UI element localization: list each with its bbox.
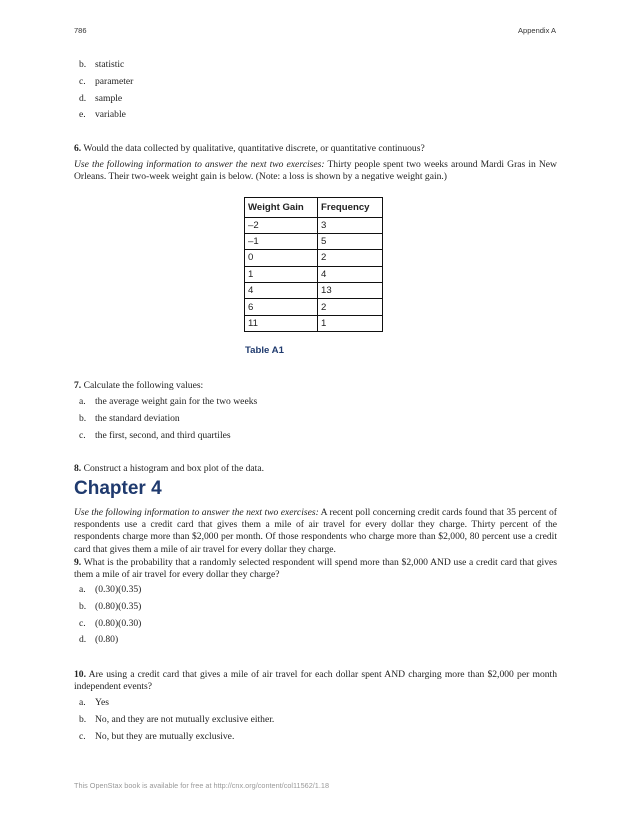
question-9-options [79, 582, 141, 649]
table-caption: Table A1 [245, 345, 284, 356]
table-row: 0 2 [245, 250, 383, 266]
column-header: Frequency [318, 198, 383, 218]
column-header: Weight Gain [245, 198, 318, 218]
list-item: c. No, but they are mutually exclusive. [79, 730, 235, 742]
table-row: 4 13 [245, 283, 383, 299]
list-item: b. statistic [79, 59, 125, 70]
list-item: b. the standard deviation [79, 412, 180, 424]
list-item: e. variable [79, 109, 126, 121]
table-row: 6 2 [245, 299, 383, 315]
question-9: 9. What is the probability that a randomly selected respondent will spend more than $2,000 AND use a credit card that gives them a mile of air travel for every dollar they charge? [74, 557, 557, 581]
table-row: –1 5 [245, 233, 383, 249]
exercise-intro-1: Use the following information to answer the next two exercises: Thirty people spent two weeks around Mardi Gras in New Orleans. Their two-week weight gain is below. (Note: a loss is shown by a negative weight gain.) [74, 159, 557, 183]
question-7-options [79, 394, 257, 444]
exercise-intro-2: Use the following information to answer the next two exercises: A recent poll concerning credit cards found that 35 percent of respondents use a credit card that gives them a mile of air travel for every dollar they charge. Thirty percent of the respondents charge more than $2,000 per month. Of those respondents who charge more than $2,000, 80 percent use a credit card that gives them a mile of air travel for every dollar they charge. [74, 507, 557, 555]
list-item: c. parameter [79, 75, 134, 87]
table-header-row [245, 198, 383, 218]
page-number: 786 [74, 26, 87, 35]
footer-note: This OpenStax book is available for free at http://cnx.org/content/col11562/1.18 [74, 781, 330, 790]
appendix-label: Appendix A [518, 26, 556, 35]
question-8: 8. Construct a histogram and box plot of the data. [74, 463, 264, 474]
list-item: c. (0.80)(0.30) [79, 617, 142, 629]
answer-list-top [79, 57, 133, 124]
list-item: d. (0.80) [79, 634, 119, 646]
list-item: b. (0.80)(0.35) [79, 600, 142, 612]
question-10: 10. Are using a credit card that gives a mile of air travel for each dollar spent AND charging more than $2,000 per month independent events? [74, 669, 557, 693]
table-row: –2 3 [245, 217, 383, 233]
list-item: d. sample [79, 92, 123, 104]
table-row: 11 1 [245, 315, 383, 331]
chapter-title: Chapter 4 [74, 478, 162, 499]
table-row: 1 4 [245, 266, 383, 282]
list-item: a. (0.30)(0.35) [79, 584, 142, 595]
list-item: a. the average weight gain for the two weeks [79, 396, 258, 407]
question-10-options [79, 695, 274, 745]
weight-gain-table [244, 197, 383, 332]
list-item: a. Yes [79, 697, 109, 708]
question-6: 6. Would the data collected by qualitative, quantitative discrete, or quantitative continuous? [74, 143, 425, 154]
question-7: 7. Calculate the following values: [74, 380, 204, 391]
list-item: b. No, and they are not mutually exclusive either. [79, 713, 275, 725]
list-item: c. the first, second, and third quartiles [79, 429, 231, 441]
